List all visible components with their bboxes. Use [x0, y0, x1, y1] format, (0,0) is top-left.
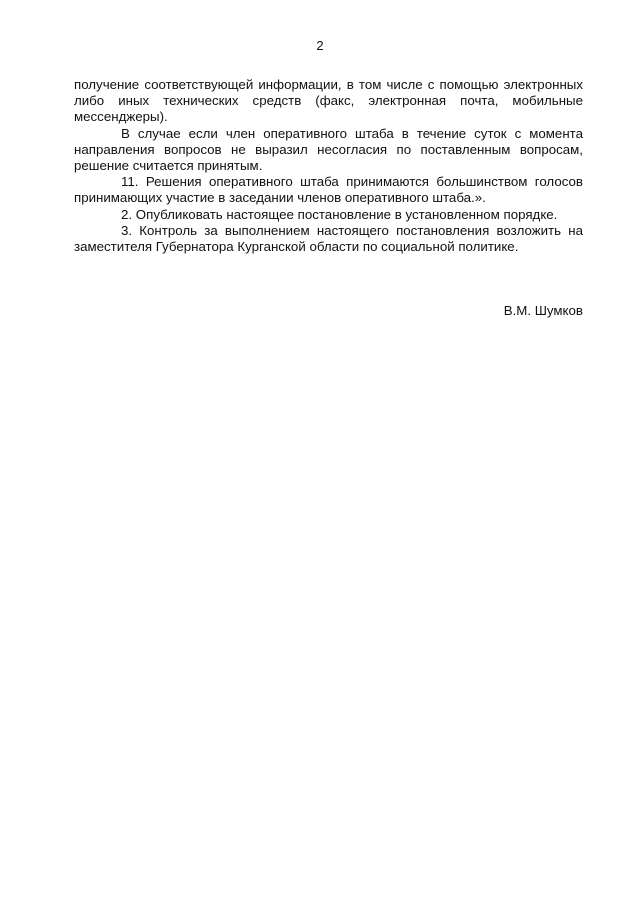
paragraph-item-3-control: 3. Контроль за выполнением настоящего постановления возложить на заместителя Губернатора Курганской области по социальной политике.: [74, 222, 583, 255]
paragraph-item-11: 11. Решения оперативного штаба принимаются большинством голосов принимающих участие в заседании членов оперативного штаба.».: [74, 174, 583, 206]
paragraph-item-2-publish: 2. Опубликовать настоящее постановление в установленном порядке.: [121, 206, 558, 222]
paragraph-info-means: получение соответствующей информации, в том числе с помощью электронных либо иных технических средств (факс, электронная почта, мобильные мессенджеры).: [74, 77, 583, 125]
page-number: 2: [316, 38, 324, 53]
signature-name: В.М. Шумков: [503, 303, 583, 318]
paragraph-decision-accepted: В случае если член оперативного штаба в течение суток с момента направления вопросов не выразил несогласия по поставленным вопросам, решение считается принятым.: [74, 125, 583, 174]
document-body: [74, 77, 583, 255]
